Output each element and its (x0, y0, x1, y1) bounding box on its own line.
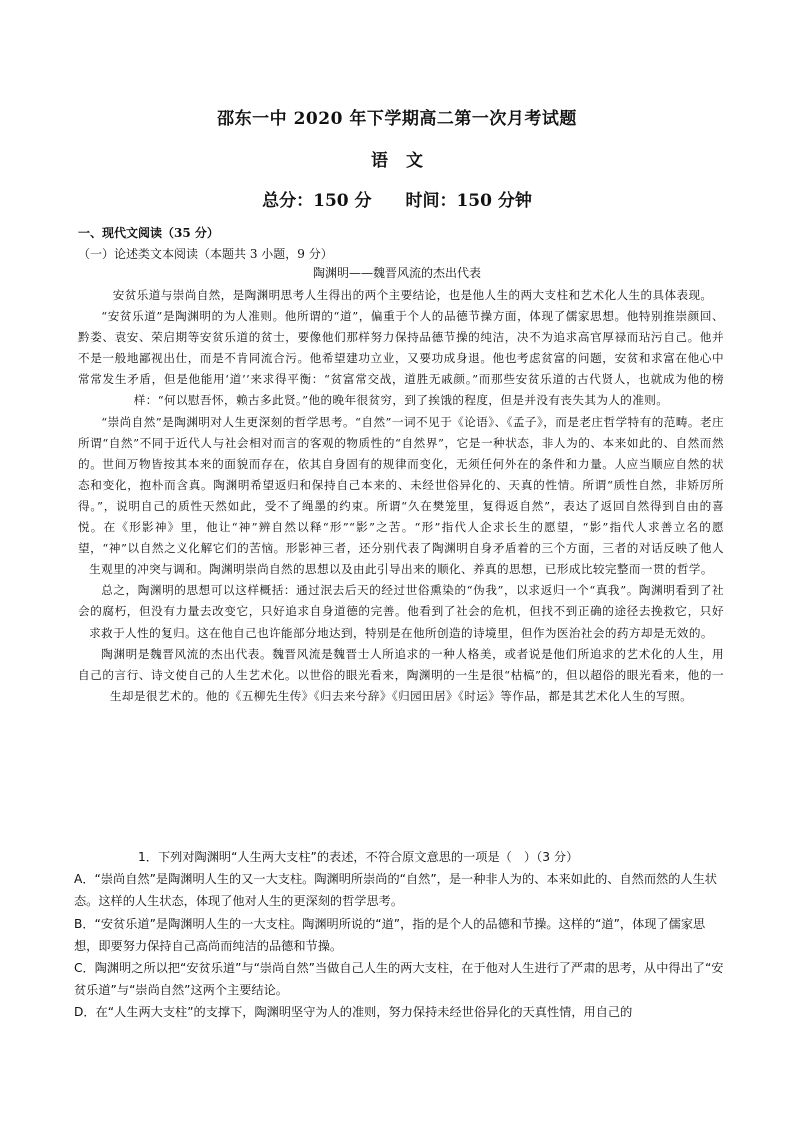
subject-title: 语文 (371, 151, 441, 171)
question-block (74, 846, 726, 1024)
subsection-heading: （一）论述类文本阅读（本题共 3 小题，9 分） (78, 247, 333, 261)
total-score: 总分：150 分 (262, 191, 372, 211)
option-a: A．“崇尚自然”是陶渊明人生的又一大支柱。陶渊明所崇尚的“自然”，是一种非人为的、本来如此的、自然而然的人生状态。这样的人生状态，体现了他对人生的更深刻的哲学思考。 (74, 872, 717, 909)
exam-meta (0, 186, 794, 211)
article-paragraph: 总之，陶渊明的思想可以这样概括：通过泯去后天的经过世俗熏染的“伪我”，以求返归一个“真我”。陶渊明看到了社会的腐朽，但没有力量去改变它，只好追求自身道德的完善。他看到了社会的危机，但找不到正确的途径去挽救它，只好求救于人性的复归。这在他自己也许能部分地达到，特别是在他所创造的诗境里，但作为医治社会的药方却是无效的。 (78, 583, 724, 640)
option-b: B．“安贫乐道”是陶渊明人生的一大支柱。陶渊明所说的“道”，指的是个人的品德和节操。这样的“道”，体现了儒家思想，即要努力保持自己高尚而纯洁的品德和节操。 (74, 916, 706, 953)
option-c: C．陶渊明之所以把“安贫乐道”与“崇尚自然”当做自己人生的两大支柱，在于他对人生进行了严肃的思考，从中得出了“安贫乐道”与“崇尚自然”这两个主要结论。 (74, 961, 724, 998)
section-heading: 一、现代文阅读（35 分） (78, 226, 219, 240)
exam-title: 邵东一中 2020 年下学期高二第一次月考试题 (217, 109, 577, 129)
article-paragraph: “安贫乐道”是陶渊明的为人准则。他所谓的“道”，偏重于个人的品德节操方面，体现了儒家思想。他特别推崇颜回、黔娄、袁安、荣启期等安贫乐道的贫士，要像他们那样努力保持品德节操的纯洁，决不为追求高官厚禄而玷污自己。他并不是一般地鄙视出仕，而是不肯同流合污。他希望建功立业，又要功成身退。他也考虑贫富的问题，安贫和求富在他心中常常发生矛盾，但是他能用‘道’’来求得平衡：“贫富常交战，道胜无戚颜。”而那些安贫乐道的古代贤人，也就成为他的榜样：“何以慰吾怀，赖古多此贤。”他的晚年很贫穷，到了挨饿的程度，但是并没有丧失其为人的准则。 (78, 309, 724, 408)
article-paragraph: 安贫乐道与崇尚自然，是陶渊明思考人生得出的两个主要结论，也是他人生的两大支柱和艺术化人生的具体表现。 (112, 288, 713, 302)
question-1-stem: 1．下列对陶渊明“人生两大支柱”的表述，不符合原文意思的一项是（ ）（3 分） (138, 850, 579, 864)
article-paragraph: “崇尚自然”是陶渊明对人生更深刻的哲学思考。“自然”一词不见于《论语》、《孟子》，而是老庄哲学特有的范畴。老庄所谓“自然”不同于近代人与社会相对而言的客观的物质性的“自然界”，它是一种状态，非人为的、本来如此的、自然而然的。世间万物皆按其本来的面貌而存在，依其自身固有的规律而变化，无须任何外在的条件和力量。人应当顺应自然的状态和变化，抱朴而含真。陶渊明希望返归和保持自己本来的、未经世俗异化的、天真的性情。所谓“质性自然，非矫厉所得。”，说明自己的质性天然如此，受不了绳墨的约束。所谓“久在樊笼里，复得返自然”，表达了返回自然得到自由的喜悦。在《形影神》里，他让“神”辨自然以释“形”“影”之苦。“形”指代人企求长生的愿望，“影”指代人求善立名的愿望，“神”以自然之义化解它们的苦恼。形影神三者，还分别代表了陶渊明自身矛盾着的三个方面，三者的对话反映了他人生观里的冲突与调和。陶渊明崇尚自然的思想以及由此引导出来的顺化、养真的思想，已形成比较完整而一贯的哲学。 (78, 414, 724, 577)
article-paragraph: 陶渊明是魏晋风流的杰出代表。魏晋风流是魏晋士人所追求的一种人格美，或者说是他们所追求的艺术化的人生，用自己的言行、诗文使自己的人生艺术化。以世俗的眼光看来，陶渊明的一生是很“枯槁”的，但以超俗的眼光看来，他的一生却是很艺术的。他的《五柳先生传》《归去来兮辞》《归园田居》《时运》等作品，都是其艺术化人生的写照。 (78, 646, 724, 703)
option-d: D．在“人生两大支柱”的支撑下，陶渊明坚守为人的准则，努力保持未经世俗异化的天真性情，用自己的 (74, 1005, 633, 1020)
article-title: 陶渊明——魏晋风流的杰出代表 (312, 266, 481, 280)
exam-time: 时间：150 分钟 (405, 191, 532, 211)
article-body (78, 285, 724, 707)
